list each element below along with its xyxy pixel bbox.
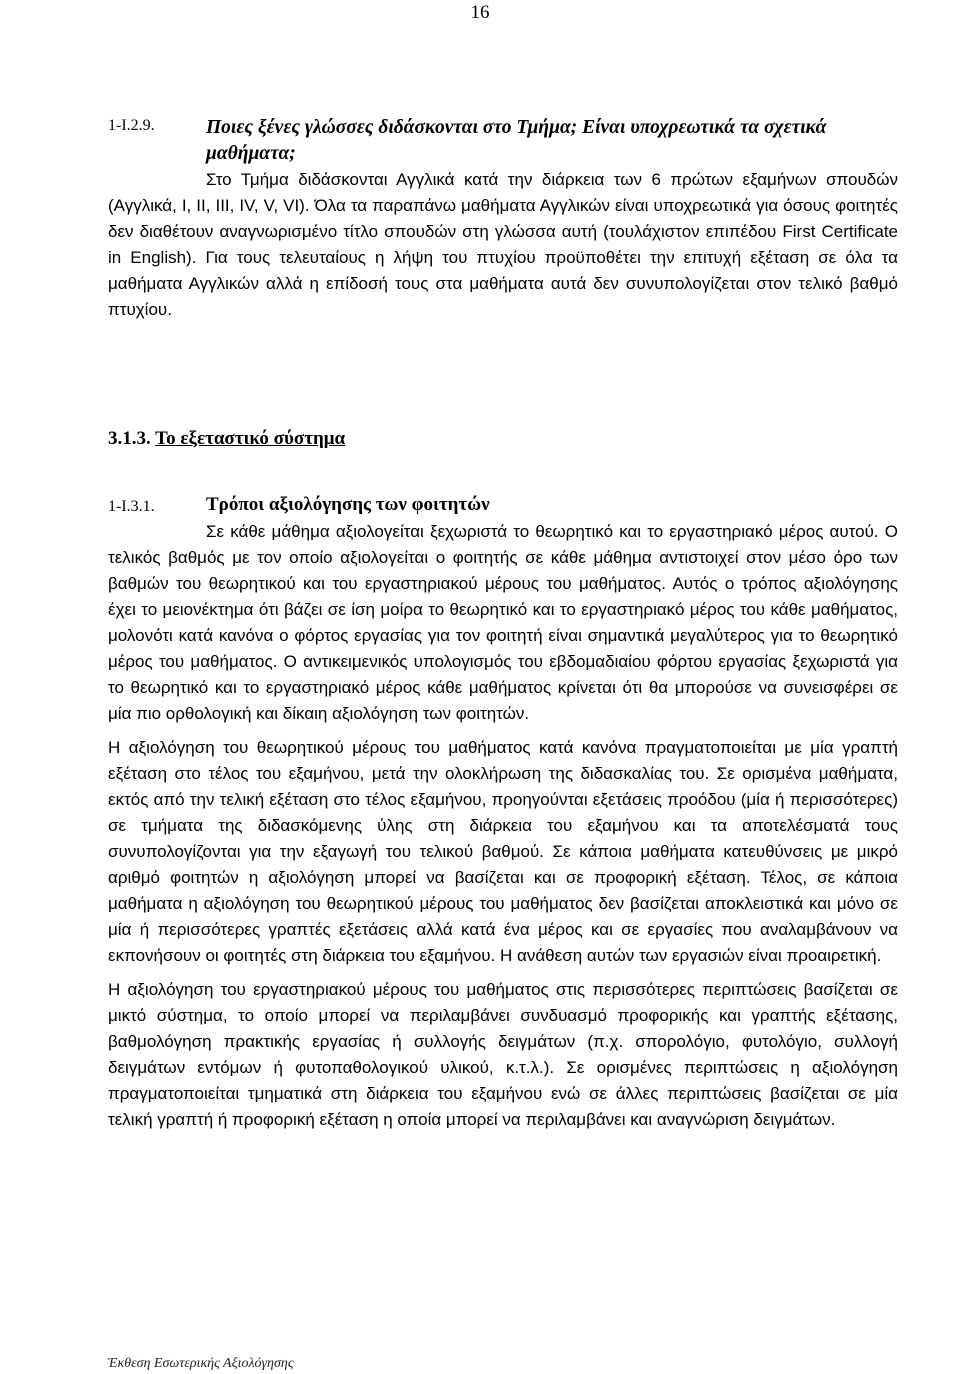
- paragraph-evaluation-overview: Σε κάθε μάθημα αξιολογείται ξεχωριστά το θεωρητικό και το εργαστηριακό μέρος αυτού. Ο τελικός βαθμός με τον οποίο αξιολογείται ο φοιτητής σε κάθε μάθημα αντιστοιχεί στον μέσο όρο των βαθμών του θεωρητικού και του εργαστηριακού μέρους του μαθήματος. Αυτός ο τρόπος αξιολόγησης έχει το μειονέκτημα ότι βάζει σε ίση μοίρα το θεωρητικό και το εργαστηριακό μέρος του κάθε μαθήματος, μολονότι κατά κανόνα ο φόρτος εργασίας για τον φοιτητή είναι σημαντικά μεγαλύτερος για το θεωρητικό μέρος του μαθήματος. Ο αντικειμενικός υπολογισμός του εβδομαδιαίου φόρτου εργασίας ξεχωριστά για το θεωρητικό και το εργαστηριακό μέρος κάθε μαθήματος κρίνεται ότι θα μπορούσε να συνεισφέρει σε μία πιο ορθολογική και δίκαιη αξιολόγηση των φοιτητών.: [108, 522, 898, 723]
- footer-text: Έκθεση Εσωτερικής Αξιολόγησης: [108, 1356, 294, 1371]
- question-title: Ποιες ξένες γλώσσες διδάσκονται στο Τμήμα; Είναι υποχρεωτικά τα σχετικά μαθήματα;: [206, 117, 827, 164]
- subsection-title: Τρόποι αξιολόγησης των φοιτητών: [206, 494, 490, 515]
- section-number: 3.1.3.: [108, 428, 151, 449]
- paragraph-lab-evaluation: Η αξιολόγηση του εργαστηριακού μέρους του μαθήματος στις περισσότερες περιπτώσεις βασίζεται σε μικτό σύστημα, το οποίο μπορεί να περιλαμβάνει συνδυασμό προφορικής και γραπτής εξέτασης, βαθμολόγηση πρακτικής εργασίας ή συλλογής δειγμάτων (π.χ. σπορολόγιο, φυτολόγιο, συλλογή δειγμάτων εντόμων ή φυτοπαθολογικού υλικού, κ.τ.λ.). Σε ορισμένες περιπτώσεις η αξιολόγηση πραγματοποιείται τμηματικά στη διάρκεια του εξαμήνου ενώ σε άλλες περιπτώσεις βασίζεται σε μία τελική γραπτή ή προφορική εξέταση η οποία μπορεί να περιλαμβάνει και αναγνώριση δειγμάτων.: [108, 980, 898, 1129]
- subsection-number: 1-I.3.1.: [108, 498, 155, 515]
- question-answer-block: [108, 167, 898, 323]
- question-answer: Στο Τμήμα διδάσκονται Αγγλικά κατά την διάρκεια των 6 πρώτων εξαμήνων σπουδών (Αγγλικά, I, II, III, IV, V, VI). Όλα τα παραπάνω μαθήματα Αγγλικών είναι υποχρεωτικά για όσους φοιτητές δεν διαθέτουν αναγνωρισμένο τίτλο σπουδών στη γλώσσα αυτή (τουλάχιστον επιπέδου First Certificate in English). Για τους τελευταίους η λήψη του πτυχίου προϋποθέτει την επιτυχή εξέταση σε όλα τα μαθήματα Αγγλικών αλλά η επίδοσή τους στα μαθήματα αυτά δεν συνυπολογίζεται στον τελικό βαθμό πτυχίου.: [108, 170, 898, 319]
- subsection-body: [108, 519, 898, 1133]
- question-number: 1-I.2.9.: [108, 117, 155, 134]
- section-title: Το εξεταστικό σύστημα: [155, 428, 346, 449]
- page-number: 16: [470, 2, 490, 23]
- paragraph-theory-evaluation: Η αξιολόγηση του θεωρητικού μέρους του μαθήματος κατά κανόνα πραγματοποιείται με μία γραπτή εξέταση στο τέλος του εξαμήνου, μετά την ολοκλήρωση της διδασκαλίας του. Σε ορισμένα μαθήματα, εκτός από την τελική εξέταση στο τέλος εξαμήνου, προηγούνται εξετάσεις προόδου (μία ή περισσότερες) σε τμήματα της διδασκόμενης ύλης στη διάρκεια του εξαμήνου και τα αποτελέσματά τους συνυπολογίζονται για την εξαγωγή του τελικού βαθμού. Σε κάποια μαθήματα κατευθύνσεις με μικρό αριθμό φοιτητών η αξιολόγηση μπορεί να βασίζεται και σε προφορική εξέταση. Τέλος, σε κάποια μαθήματα η αξιολόγηση του θεωρητικού μέρους του μαθήματος δεν βασίζεται αποκλειστικά και μόνο σε μία ή περισσότερες γραπτές εξετάσεις αλλά κατά ένα μέρος και σε εργασίες που αναλαμβάνουν να εκπονήσουν οι φοιτητές στη διάρκεια του εξαμήνου. Η ανάθεση αυτών των εργασιών είναι προαιρετική.: [108, 738, 898, 965]
- section-heading: [108, 428, 345, 450]
